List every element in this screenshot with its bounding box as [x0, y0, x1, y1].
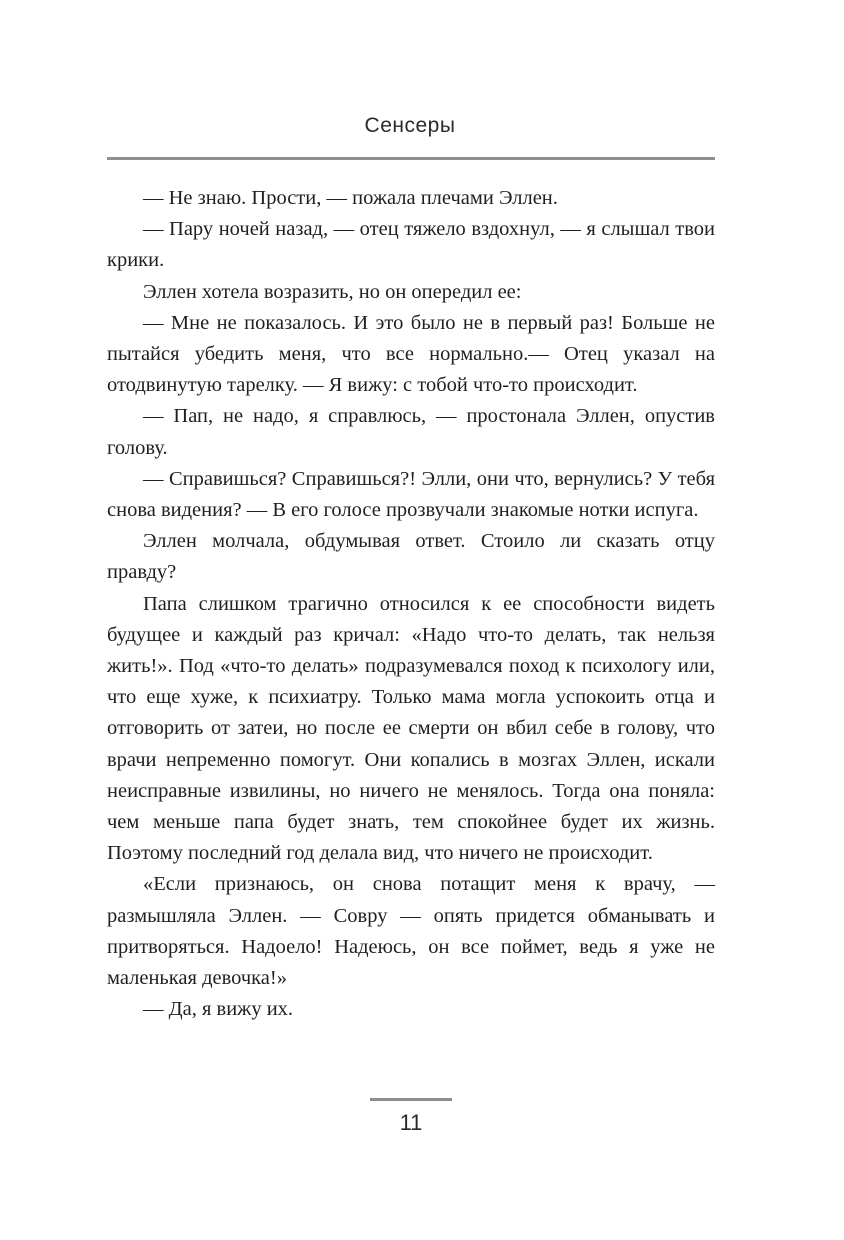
body-text — [107, 183, 715, 1025]
paragraph: — Пап, не надо, я справлюсь, — простонала Эллен, опустив голову. — [107, 405, 715, 459]
paragraph: — Мне не показалось. И это было не в первый раз! Больше не пытайся убедить меня, что все нормально.— Отец указал на отодвинутую тарелку. — Я вижу: с тобой что-то происходит. — [107, 311, 715, 397]
paragraph: Эллен хотела возразить, но он опередил ее: — [143, 280, 522, 303]
page-number: 11 — [399, 1110, 423, 1135]
folio-rule — [370, 1098, 452, 1101]
paragraph: «Если признаюсь, он снова потащит меня к врачу, — размышляла Эллен. — Совру — опять придется обманывать и притворяться. Надоело! Надеюсь, он все поймет, ведь я уже не маленькая девочка!» — [107, 873, 715, 990]
paragraph: — Справишься? Справишься?! Элли, они что, вернулись? У тебя снова видения? — В его голосе прозвучали знакомые нотки испуга. — [107, 467, 715, 522]
header-rule — [107, 157, 715, 160]
paragraph: — Да, я вижу их. — [143, 998, 294, 1021]
running-head: Сенсеры — [364, 114, 456, 137]
paragraph: Эллен молчала, обдумывая ответ. Стоило ли сказать отцу правду? — [107, 530, 715, 584]
paragraph: Папа слишком трагично относился к ее способности видеть будущее и каждый раз кричал: «Надо что-то делать, так нельзя жить!». Под «что-то делать» подразумевался поход к психологу или, что еще хуже, к психиатру. Только мама могла успокоить отца и отговорить от затеи, но после ее смерти он вбил себе в голову, что врачи непременно помогут. Они копались в мозгах Эллен, искали неисправные извилины, но ничего не менялось. Тогда она поняла: чем меньше папа будет знать, тем спокойнее будет их жизнь. Поэтому последний год делала вид, что ничего не происходит. — [107, 592, 715, 865]
paragraph: — Пару ночей назад, — отец тяжело вздохнул, — я слышал твои крики. — [107, 218, 715, 272]
paragraph: — Не знаю. Прости, — пожала плечами Эллен. — [143, 187, 558, 209]
